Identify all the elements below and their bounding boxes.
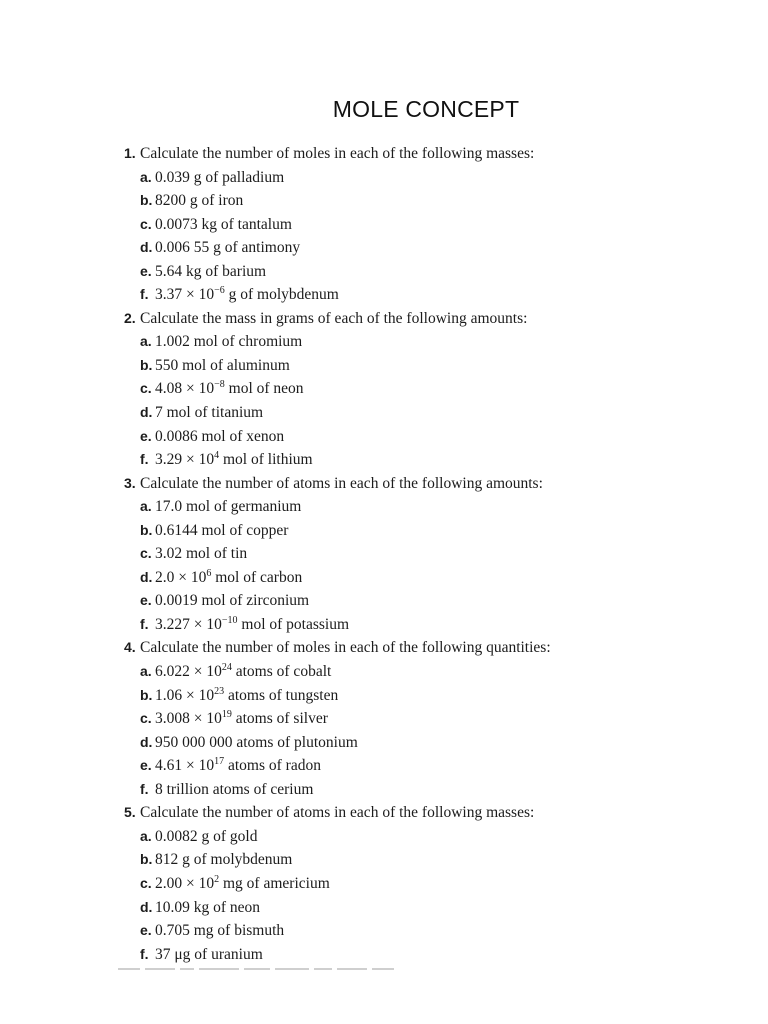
part-text bbox=[155, 754, 321, 778]
part-text-main: 3.29 × 10 bbox=[155, 451, 215, 469]
question-1-part bbox=[0, 283, 768, 307]
question-text: Calculate the number of moles in each of the following masses: bbox=[140, 145, 535, 162]
part-letter: f. bbox=[140, 451, 149, 468]
part-text bbox=[155, 872, 330, 896]
part-text bbox=[155, 731, 358, 755]
part-text bbox=[155, 589, 309, 613]
part-letter: a. bbox=[140, 827, 152, 844]
part-text bbox=[155, 684, 338, 708]
question-5-part bbox=[0, 943, 768, 967]
question-5-part bbox=[0, 919, 768, 943]
question-3 bbox=[0, 472, 768, 496]
part-text-main: 0.039 g of palladium bbox=[155, 168, 285, 186]
part-text bbox=[155, 542, 247, 566]
question-number: 2. bbox=[124, 309, 136, 326]
part-letter: e. bbox=[140, 427, 152, 444]
part-text bbox=[155, 377, 304, 401]
question-4-part bbox=[0, 660, 768, 684]
question-text: Calculate the number of atoms in each of the following amounts: bbox=[140, 474, 543, 492]
part-text bbox=[155, 330, 302, 354]
question-1-part bbox=[0, 189, 768, 213]
question-number: 1. bbox=[124, 145, 136, 161]
question-number: 5. bbox=[124, 804, 136, 821]
part-text-main: 1.06 × 10 bbox=[155, 686, 215, 704]
part-text-main: 0.6144 mol of copper bbox=[155, 521, 289, 539]
exponent: 4 bbox=[214, 450, 220, 462]
part-letter: d. bbox=[140, 404, 153, 421]
part-letter: d. bbox=[140, 898, 153, 915]
part-text-main: 8200 g of iron bbox=[155, 192, 244, 210]
question-3-part bbox=[0, 589, 768, 613]
question-1-part bbox=[0, 236, 768, 260]
part-letter: a. bbox=[140, 663, 152, 680]
part-letter: c. bbox=[140, 874, 152, 891]
part-letter: f. bbox=[140, 615, 149, 632]
part-text-main: 37 μg of uranium bbox=[155, 945, 263, 963]
question-4-part bbox=[0, 754, 768, 778]
part-text-unit: mol of lithium bbox=[219, 451, 313, 469]
part-letter: c. bbox=[140, 710, 152, 727]
part-text bbox=[155, 354, 290, 378]
part-text bbox=[155, 401, 263, 425]
question-4-part bbox=[0, 707, 768, 731]
part-letter: e. bbox=[140, 592, 152, 609]
question-3-part bbox=[0, 542, 768, 566]
part-text-unit: mol of carbon bbox=[211, 568, 303, 586]
part-text-main: 0.006 55 g of antimony bbox=[155, 239, 301, 257]
part-letter: a. bbox=[140, 498, 152, 515]
question-4-part bbox=[0, 731, 768, 755]
part-letter: f. bbox=[140, 780, 149, 797]
part-letter: b. bbox=[140, 192, 153, 209]
part-letter: e. bbox=[140, 922, 152, 939]
part-text-main: 812 g of molybdenum bbox=[155, 851, 293, 869]
question-4-part bbox=[0, 778, 768, 802]
part-text bbox=[155, 425, 284, 449]
part-text-main: 3.02 mol of tin bbox=[155, 545, 248, 563]
question-text: Calculate the mass in grams of each of the following amounts: bbox=[140, 309, 528, 327]
part-text-main: 950 000 000 atoms of plutonium bbox=[155, 733, 358, 751]
part-text-unit: atoms of radon bbox=[224, 757, 321, 775]
part-text bbox=[155, 919, 284, 943]
part-text bbox=[155, 778, 313, 802]
part-text-unit: mol of potassium bbox=[237, 615, 350, 633]
part-text-main: 0.0073 kg of tantalum bbox=[155, 215, 292, 233]
part-letter: c. bbox=[140, 545, 152, 562]
part-text-unit: atoms of cobalt bbox=[231, 663, 332, 681]
question-1 bbox=[0, 142, 768, 166]
part-text bbox=[155, 660, 331, 684]
part-text-main: 5.64 kg of barium bbox=[155, 262, 267, 280]
question-text: Calculate the number of atoms in each of the following masses: bbox=[140, 804, 535, 822]
question-1-part bbox=[0, 166, 768, 190]
part-text-main: 8 trillion atoms of cerium bbox=[155, 780, 314, 798]
part-text bbox=[155, 707, 328, 731]
exponent: −10 bbox=[221, 614, 238, 626]
part-letter: b. bbox=[140, 686, 153, 703]
part-text bbox=[155, 943, 263, 967]
question-4-part bbox=[0, 684, 768, 708]
part-text-main: 4.61 × 10 bbox=[155, 757, 215, 775]
part-text bbox=[155, 848, 292, 872]
question-5-part bbox=[0, 896, 768, 920]
question-2-part bbox=[0, 377, 768, 401]
question-1-part bbox=[0, 260, 768, 284]
part-letter: d. bbox=[140, 733, 153, 750]
part-text-main: 4.08 × 10 bbox=[155, 380, 215, 398]
exponent: 17 bbox=[214, 756, 225, 768]
part-text-unit: atoms of tungsten bbox=[224, 686, 339, 704]
question-2-part bbox=[0, 401, 768, 425]
question-2-part bbox=[0, 354, 768, 378]
part-text bbox=[155, 236, 300, 260]
part-text-main: 2.00 × 10 bbox=[155, 874, 215, 892]
part-text-main: 17.0 mol of germanium bbox=[155, 498, 302, 516]
part-text-main: 0.0019 mol of zirconium bbox=[155, 592, 310, 610]
part-text-main: 6.022 × 10 bbox=[155, 663, 222, 681]
part-text bbox=[155, 213, 292, 237]
part-text-main: 0.705 mg of bismuth bbox=[155, 922, 285, 940]
part-text bbox=[155, 519, 288, 543]
part-letter: c. bbox=[140, 215, 152, 232]
part-letter: b. bbox=[140, 356, 153, 373]
part-text bbox=[155, 896, 260, 920]
question-3-part bbox=[0, 613, 768, 637]
question-2-part bbox=[0, 330, 768, 354]
part-letter: b. bbox=[140, 851, 153, 868]
part-letter: f. bbox=[140, 945, 149, 962]
question-5-part bbox=[0, 872, 768, 896]
question-4 bbox=[0, 636, 768, 660]
part-text-main: 2.0 × 10 bbox=[155, 568, 207, 586]
part-text-main: 3.37 × 10 bbox=[155, 286, 215, 304]
part-text-main: 3.227 × 10 bbox=[155, 615, 222, 633]
part-text-main: 7 mol of titanium bbox=[155, 404, 264, 422]
exponent: 24 bbox=[221, 662, 232, 674]
question-5-part bbox=[0, 825, 768, 849]
part-letter: e. bbox=[140, 757, 152, 774]
part-text bbox=[155, 260, 266, 284]
part-text bbox=[155, 189, 243, 213]
part-text bbox=[155, 825, 257, 849]
part-text-unit: atoms of silver bbox=[231, 710, 328, 728]
part-text bbox=[155, 448, 313, 472]
part-text-main: 0.0086 mol of xenon bbox=[155, 427, 285, 445]
question-number: 3. bbox=[124, 474, 136, 491]
exponent: −8 bbox=[214, 379, 225, 391]
part-text bbox=[155, 166, 284, 190]
part-letter: a. bbox=[140, 333, 152, 350]
cutoff-next-line bbox=[118, 968, 408, 972]
part-text-unit: g of molybdenum bbox=[224, 286, 339, 304]
part-letter: c. bbox=[140, 380, 152, 397]
part-letter: f. bbox=[140, 286, 149, 303]
part-text-unit: mg of americium bbox=[219, 874, 330, 892]
exponent: 6 bbox=[206, 567, 212, 579]
page-title: MOLE CONCEPT bbox=[332, 96, 520, 122]
question-3-part bbox=[0, 495, 768, 519]
part-text-main: 0.0082 g of gold bbox=[155, 827, 258, 845]
part-letter: a. bbox=[140, 168, 152, 185]
exponent: 2 bbox=[214, 873, 220, 885]
part-text bbox=[155, 566, 302, 590]
part-text bbox=[155, 613, 349, 637]
part-letter: e. bbox=[140, 262, 152, 279]
question-list bbox=[0, 142, 768, 966]
question-3-part bbox=[0, 519, 768, 543]
exponent: 19 bbox=[221, 709, 232, 721]
question-5-part bbox=[0, 848, 768, 872]
exponent: −6 bbox=[214, 285, 225, 297]
part-letter: d. bbox=[140, 239, 153, 256]
part-text-main: 3.008 × 10 bbox=[155, 710, 222, 728]
part-text bbox=[155, 495, 301, 519]
question-3-part bbox=[0, 566, 768, 590]
exponent: 23 bbox=[214, 685, 225, 697]
question-2 bbox=[0, 307, 768, 331]
question-text: Calculate the number of moles in each of the following quantities: bbox=[140, 639, 551, 657]
part-text-main: 550 mol of aluminum bbox=[155, 356, 290, 374]
part-letter: d. bbox=[140, 568, 153, 585]
part-text-unit: mol of neon bbox=[224, 380, 304, 398]
question-1-part bbox=[0, 213, 768, 237]
question-number: 4. bbox=[124, 639, 136, 656]
question-5 bbox=[0, 801, 768, 825]
part-text-main: 1.002 mol of chromium bbox=[155, 333, 303, 351]
part-text bbox=[155, 283, 339, 307]
part-text-main: 10.09 kg of neon bbox=[155, 898, 261, 916]
question-2-part bbox=[0, 448, 768, 472]
part-letter: b. bbox=[140, 521, 153, 538]
question-2-part bbox=[0, 425, 768, 449]
